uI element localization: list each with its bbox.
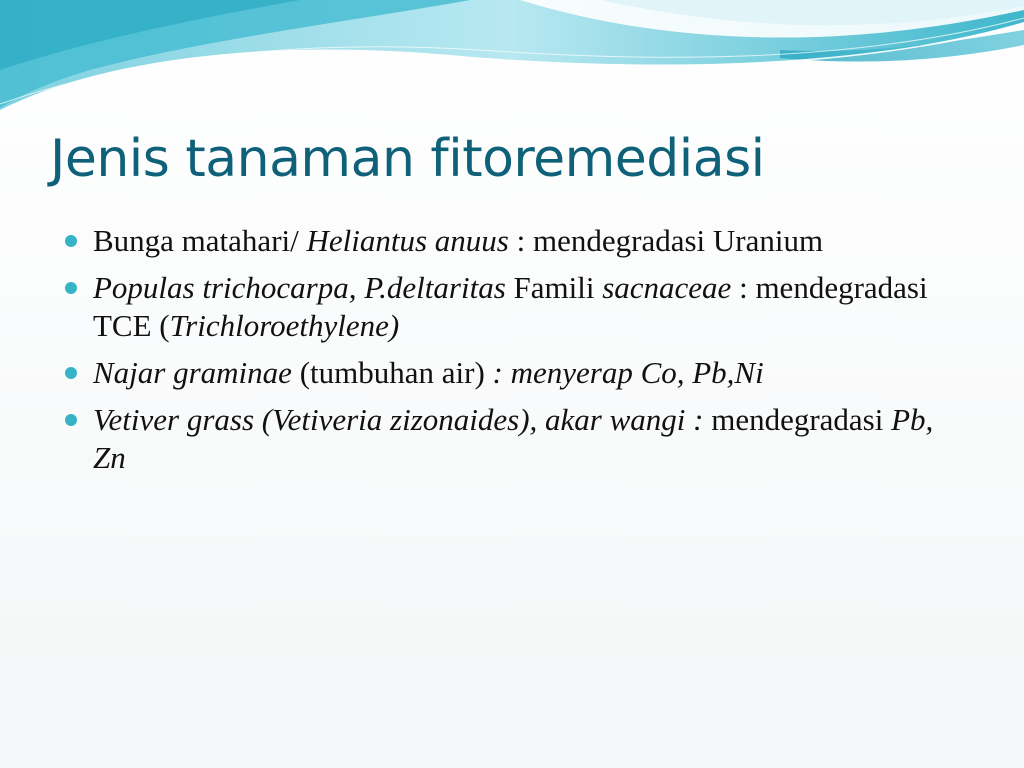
- bullet-text-segment: Najar graminae: [93, 355, 292, 390]
- decorative-wave-header: [0, 0, 1024, 130]
- bullet-item: [64, 354, 944, 392]
- bullet-text-segment: Famili: [505, 270, 603, 305]
- bullet-text-segment: : mendegradasi Uranium: [508, 223, 824, 258]
- bullet-item: [64, 269, 944, 345]
- slide-title: Jenis tanaman fitoremediasi: [50, 129, 765, 189]
- bullet-dot-icon: [65, 235, 77, 247]
- bullet-text-segment: Bunga matahari/: [93, 223, 307, 258]
- bullet-text-segment: Trichloroethylene): [169, 308, 400, 343]
- bullet-text-segment: mendegradasi: [703, 402, 892, 437]
- bullet-text-segment: Heliantus anuus: [306, 223, 509, 258]
- bullet-item: [64, 222, 944, 260]
- bullet-dot-icon: [65, 282, 77, 294]
- bullet-dot-icon: [65, 414, 77, 426]
- bullet-item: [64, 401, 944, 477]
- bullet-text-segment: Populas trichocarpa, P.deltaritas: [93, 270, 506, 305]
- bullet-text-segment: : menyerap Co, Pb,Ni: [492, 355, 764, 390]
- bullet-text-segment: sacnaceae: [602, 270, 732, 305]
- bullet-text-segment: : mendegradasi TCE (: [93, 270, 928, 343]
- bullet-text-segment: Vetiver grass (Vetiveria zizonaides), akar wangi :: [93, 402, 704, 437]
- bullet-list: [64, 222, 944, 486]
- bullet-text-segment: (tumbuhan air): [291, 355, 493, 390]
- bullet-dot-icon: [65, 367, 77, 379]
- bullet-text-segment: Pb, Zn: [93, 402, 934, 475]
